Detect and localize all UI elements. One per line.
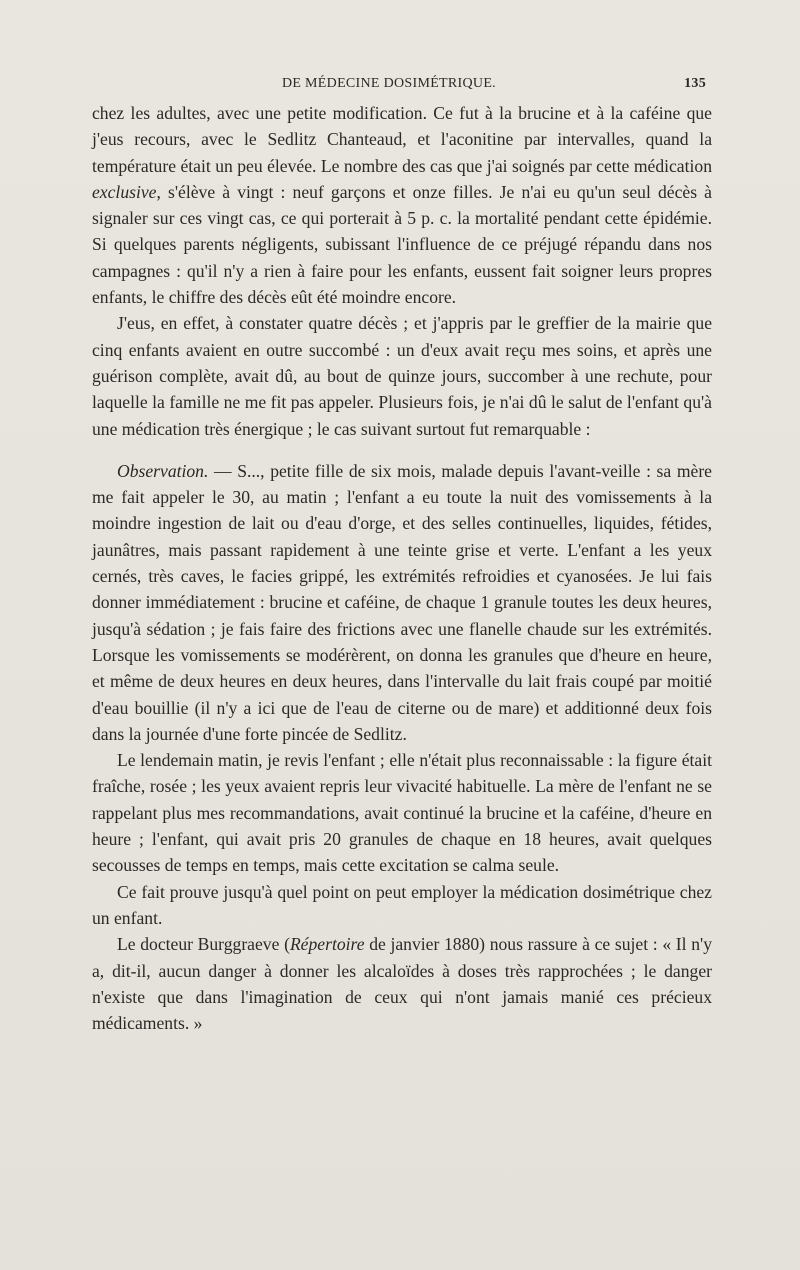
paragraph-1-text-a: chez les adultes, avec une petite modification. Ce fut à la brucine et à la caféine que j'eus recours, avec le Sedlitz Chanteaud, et l'aconitine par intervalles, quand la température était un peu élevée. Le nombre des cas que j'ai soignés par cette médication bbox=[92, 103, 712, 176]
paragraph-2: J'eus, en effet, à constater quatre décès ; et j'appris par le greffier de la mairie que cinq enfants avaient en outre succombé : un d'eux avait reçu mes soins, et après une guérison complète, avait dû, au bout de quinze jours, succomber à une rechute, pour laquelle la famille ne me fit pas appeler. Plusieurs fois, je n'ai dû le salut de l'enfant qu'à une médication très énergique ; le cas suivant surtout fut remarquable : bbox=[92, 313, 712, 439]
paragraph-6-text-b: de janvier 1880) nous rassure à ce sujet : « Il n'y a, dit-il, aucun danger à donner les alcaloïdes à doses très rapprochées ; le danger n'existe que dans l'imagination de ceux qui n'ont jamais manié ces précieux médicaments. » bbox=[92, 934, 712, 1034]
paragraph-1 bbox=[92, 100, 712, 310]
paragraph-1-emphasis: exclusive bbox=[92, 181, 157, 202]
running-head bbox=[92, 76, 712, 96]
paragraph-4: Le lendemain matin, je revis l'enfant ; elle n'était plus reconnaissable : la figure était fraîche, rosée ; les yeux avaient repris leur vivacité habituelle. La mère de l'enfant ne se rappelant plus mes recommandations, avait continué la brucine et la caféine, d'heure en heure ; l'enfant, qui avait pris 20 granules de chaque en 18 heures, avait quelques secousses de temps en temps, mais cette excitation se calma seule. bbox=[92, 750, 712, 876]
running-title: DE MÉDECINE DOSIMÉTRIQUE. bbox=[282, 76, 496, 91]
paragraph-1-text-b: , s'élève à vingt : neuf garçons et onze filles. Je n'ai eu qu'un seul décès à signaler sur ces vingt cas, ce qui porterait à 5 p. c. la mortalité pendant cette épidémie. Si quelques parents négligents, subissant l'influence de ce préjugé répandu dans nos campagnes : qu'il n'y a rien à faire pour les enfants, eussent fait soigner leurs propres enfants, le chiffre des décès eût été moindre encore. bbox=[92, 181, 712, 308]
paragraph-6-emphasis: Répertoire bbox=[289, 934, 365, 955]
observation-heading: Observation. bbox=[117, 460, 209, 481]
observation-paragraph bbox=[92, 458, 712, 747]
observation-text: — S..., petite fille de six mois, malade depuis l'avant-veille : sa mère me fait appeler le 30, au matin ; l'enfant a eu toute la nuit des vomissements à la moindre ingestion de lait ou d'eau d'orge, et des selles continuelles, liquides, fétides, jaunâtres, mais passant rapidement à une teinte grise et verte. L'enfant a les yeux cernés, très caves, le facies grippé, les extrémités refroidies et cyanosées. Je lui fais donner immédiatement : brucine et caféine, de chaque 1 granule toutes les deux heures, jusqu'à sédation ; je fais faire des frictions avec une flanelle chaude sur les extrémités. Lorsque les vomissements se modérèrent, on donna les granules que d'heure en heure, et même de deux heures en deux heures, dans l'intervalle du lait frais coupé par moitié d'eau bouillie (il n'y a ici que de l'eau de citerne ou de mare) et additionné deux fois dans la journée d'une forte pincée de Sedlitz. bbox=[92, 460, 712, 744]
page-body bbox=[92, 100, 712, 1036]
paragraph-6-text-a: Le docteur Burggraeve ( bbox=[117, 934, 290, 955]
paragraph-5: Ce fait prouve jusqu'à quel point on peut employer la médication dosimétrique chez un enfant. bbox=[92, 881, 712, 928]
page-number: 135 bbox=[684, 76, 706, 91]
paragraph-6 bbox=[92, 931, 712, 1036]
